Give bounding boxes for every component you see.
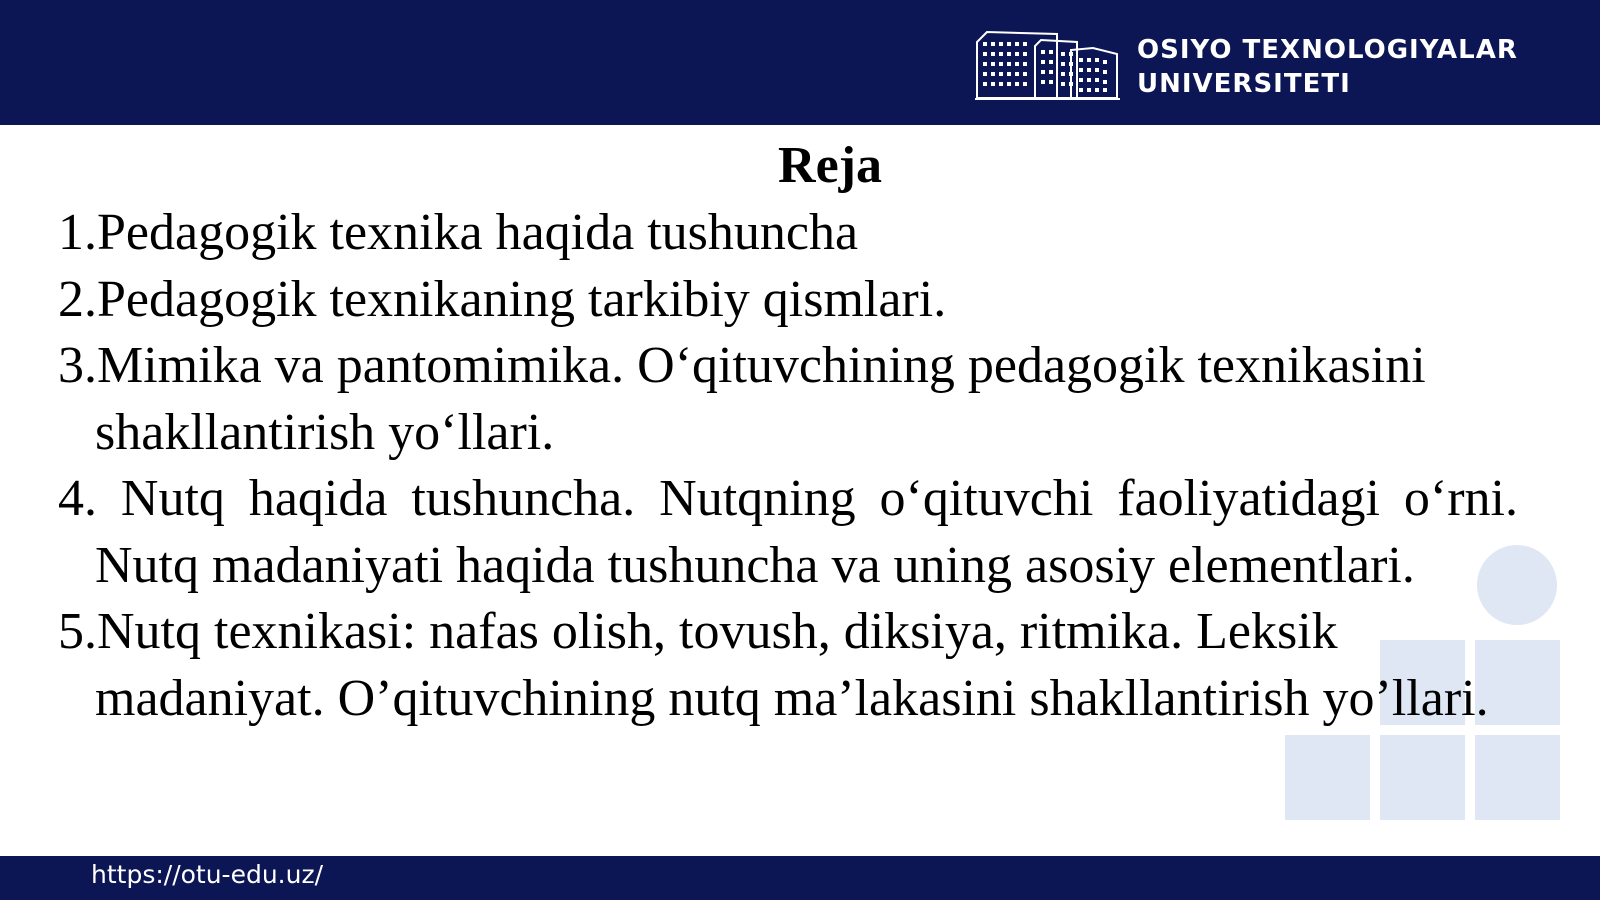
footer-url-link[interactable]: https://otu-edu.uz/ (91, 860, 324, 889)
plan-item: 5.Nutq texnikasi: nafas olish, tovush, diksiya, ritmika. Leksik madaniyat. O’qituvchining nutq ma’lakasini shakllantirish yo’llari. (58, 603, 1489, 727)
plan-item: 1.Pedagogik texnika haqida tushuncha (58, 204, 859, 261)
university-building-icon (975, 28, 1120, 102)
university-name-line1: OSIYO TEXNOLOGIYALAR (1137, 35, 1518, 65)
plan-list (58, 200, 1518, 732)
university-name-line2: UNIVERSITETI (1137, 69, 1351, 99)
plan-item: 2.Pedagogik texnikaning tarkibiy qismlari. (58, 270, 947, 328)
slide-title: Reja (778, 137, 882, 194)
plan-item: 3.Mimika va pantomimika. O‘qituvchining pedagogik texnikasini shakllantirish yo‘llari. (58, 337, 1426, 461)
university-name (1137, 33, 1518, 101)
plan-item: 4. Nutq haqida tushuncha. Nutqning o‘qituvchi faoliyatidagi o‘rni. Nutq madaniyati haqida tushuncha va uning asosiy elementlari. (58, 470, 1518, 594)
